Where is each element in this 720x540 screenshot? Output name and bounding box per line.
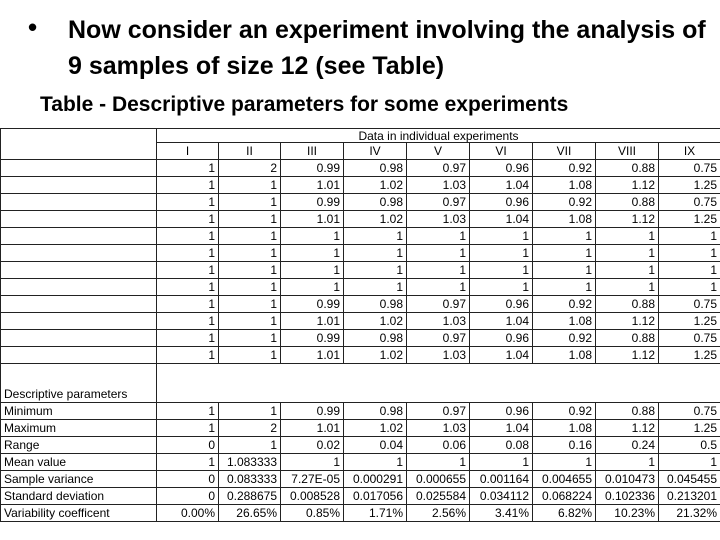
column-header: V xyxy=(407,143,470,160)
table-cell: 1.25 xyxy=(659,313,720,330)
row-label-empty xyxy=(1,347,157,364)
table-cell: 1.03 xyxy=(407,177,470,194)
table-cell: 1 xyxy=(219,296,281,313)
parameter-value: 2 xyxy=(219,420,281,437)
table-container xyxy=(0,128,720,540)
table-cell: 1 xyxy=(219,313,281,330)
parameter-value: 0.04 xyxy=(344,437,407,454)
row-label-empty xyxy=(1,330,157,347)
parameter-value: 1 xyxy=(219,437,281,454)
spacer-cell xyxy=(157,364,720,403)
column-header: IV xyxy=(344,143,407,160)
parameter-value: 0 xyxy=(157,437,219,454)
parameter-label: Minimum xyxy=(1,403,157,420)
parameter-label: Variability coefficent xyxy=(1,505,157,522)
parameter-value: 0.034112 xyxy=(470,488,533,505)
parameter-value: 0.08 xyxy=(470,437,533,454)
parameter-value: 0.000291 xyxy=(344,471,407,488)
column-header: VI xyxy=(470,143,533,160)
table-cell: 1 xyxy=(219,177,281,194)
column-header: VIII xyxy=(596,143,659,160)
bullet-text: Now consider an experiment involving the analysis of 9 samples of size 12 (see Table) xyxy=(68,16,706,80)
parameter-value: 1 xyxy=(157,403,219,420)
table-row xyxy=(1,262,720,279)
parameter-value: 0.99 xyxy=(281,403,344,420)
row-label-empty xyxy=(1,245,157,262)
table-cell: 1 xyxy=(157,313,219,330)
parameter-value: 2.56% xyxy=(407,505,470,522)
parameter-value: 0.5 xyxy=(659,437,720,454)
parameter-value: 0.288675 xyxy=(219,488,281,505)
parameter-value: 0.010473 xyxy=(596,471,659,488)
parameter-label: Maximum xyxy=(1,420,157,437)
table-row xyxy=(1,177,720,194)
table-cell: 1 xyxy=(596,279,659,296)
table-cell: 1 xyxy=(533,262,596,279)
table-cell: 0.98 xyxy=(344,296,407,313)
table-cell: 1.01 xyxy=(281,313,344,330)
corner-cell xyxy=(1,129,157,160)
table-row xyxy=(1,330,720,347)
table-cell: 1 xyxy=(219,330,281,347)
parameter-value: 1 xyxy=(659,454,720,471)
table-cell: 0.88 xyxy=(596,194,659,211)
parameter-value: 0.88 xyxy=(596,403,659,420)
parameter-value: 1 xyxy=(344,454,407,471)
parameter-value: 1.12 xyxy=(596,420,659,437)
table-row xyxy=(1,296,720,313)
table-cell: 1 xyxy=(659,262,720,279)
parameter-value: 0.000655 xyxy=(407,471,470,488)
parameter-value: 0.068224 xyxy=(533,488,596,505)
parameter-value: 1 xyxy=(281,454,344,471)
table-cell: 1 xyxy=(219,279,281,296)
descriptive-row xyxy=(1,437,720,454)
group-header-row xyxy=(1,129,720,143)
table-cell: 1 xyxy=(596,262,659,279)
table-cell: 1 xyxy=(407,245,470,262)
table-cell: 1.03 xyxy=(407,211,470,228)
table-cell: 0.98 xyxy=(344,194,407,211)
parameter-value: 0.008528 xyxy=(281,488,344,505)
table-cell: 0.98 xyxy=(344,160,407,177)
table-cell: 0.88 xyxy=(596,330,659,347)
column-header: III xyxy=(281,143,344,160)
parameter-value: 1.04 xyxy=(470,420,533,437)
bullet-icon: • xyxy=(28,12,38,42)
descriptive-row xyxy=(1,454,720,471)
table-cell: 0.92 xyxy=(533,194,596,211)
table-caption: Table - Descriptive parameters for some experiments xyxy=(40,93,569,116)
parameter-value: 0.92 xyxy=(533,403,596,420)
parameter-value: 1.71% xyxy=(344,505,407,522)
table-cell: 1.08 xyxy=(533,177,596,194)
table-cell: 2 xyxy=(219,160,281,177)
parameter-value: 0.083333 xyxy=(219,471,281,488)
table-row xyxy=(1,347,720,364)
table-cell: 1 xyxy=(344,279,407,296)
parameter-value: 1.08 xyxy=(533,420,596,437)
table-cell: 1 xyxy=(533,245,596,262)
row-label-empty xyxy=(1,194,157,211)
parameter-value: 0 xyxy=(157,471,219,488)
parameter-value: 0.025584 xyxy=(407,488,470,505)
parameter-value: 0.00% xyxy=(157,505,219,522)
table-cell: 1.03 xyxy=(407,313,470,330)
descriptive-row xyxy=(1,403,720,420)
column-header: IX xyxy=(659,143,720,160)
table-cell: 1 xyxy=(596,228,659,245)
parameter-value: 0.24 xyxy=(596,437,659,454)
descriptive-parameters-table xyxy=(0,128,720,522)
parameter-value: 0.017056 xyxy=(344,488,407,505)
parameter-label: Range xyxy=(1,437,157,454)
row-label-empty xyxy=(1,160,157,177)
table-cell: 0.97 xyxy=(407,330,470,347)
table-body xyxy=(1,129,720,522)
table-cell: 1.25 xyxy=(659,211,720,228)
table-row xyxy=(1,160,720,177)
descriptive-header-row xyxy=(1,364,720,403)
parameter-value: 26.65% xyxy=(219,505,281,522)
group-header: Data in individual experiments xyxy=(157,129,720,143)
table-cell: 1 xyxy=(659,245,720,262)
table-cell: 1 xyxy=(533,279,596,296)
row-label-empty xyxy=(1,262,157,279)
table-cell: 1.04 xyxy=(470,347,533,364)
parameter-value: 0.001164 xyxy=(470,471,533,488)
table-cell: 0.99 xyxy=(281,330,344,347)
table-cell: 1.08 xyxy=(533,313,596,330)
parameter-value: 0.045455 xyxy=(659,471,720,488)
table-cell: 0.96 xyxy=(470,160,533,177)
table-cell: 1 xyxy=(281,228,344,245)
descriptive-row xyxy=(1,471,720,488)
table-cell: 1.12 xyxy=(596,177,659,194)
table-cell: 1 xyxy=(596,245,659,262)
parameter-value: 1 xyxy=(219,403,281,420)
descriptive-row xyxy=(1,505,720,522)
table-cell: 1.08 xyxy=(533,347,596,364)
table-cell: 1 xyxy=(157,160,219,177)
table-cell: 1 xyxy=(157,296,219,313)
parameter-value: 1 xyxy=(407,454,470,471)
table-cell: 1 xyxy=(219,262,281,279)
table-cell: 0.97 xyxy=(407,194,470,211)
table-cell: 1 xyxy=(281,245,344,262)
table-cell: 1 xyxy=(219,228,281,245)
table-cell: 0.99 xyxy=(281,160,344,177)
table-cell: 1 xyxy=(407,262,470,279)
table-row xyxy=(1,245,720,262)
table-cell: 0.75 xyxy=(659,160,720,177)
table-cell: 1 xyxy=(157,211,219,228)
descriptive-parameters-heading: Descriptive parameters xyxy=(1,364,157,403)
table-cell: 1.02 xyxy=(344,347,407,364)
table-cell: 1 xyxy=(659,228,720,245)
table-cell: 0.96 xyxy=(470,296,533,313)
table-cell: 1.01 xyxy=(281,211,344,228)
row-label-empty xyxy=(1,177,157,194)
descriptive-row xyxy=(1,488,720,505)
parameter-value: 10.23% xyxy=(596,505,659,522)
table-row xyxy=(1,279,720,296)
table-row xyxy=(1,211,720,228)
column-header: I xyxy=(157,143,219,160)
table-cell: 0.75 xyxy=(659,296,720,313)
table-cell: 1.01 xyxy=(281,347,344,364)
row-label-empty xyxy=(1,211,157,228)
table-cell: 1 xyxy=(344,228,407,245)
parameter-label: Sample variance xyxy=(1,471,157,488)
table-cell: 0.75 xyxy=(659,194,720,211)
table-cell: 1.03 xyxy=(407,347,470,364)
table-cell: 0.88 xyxy=(596,160,659,177)
table-cell: 1 xyxy=(659,279,720,296)
row-label-empty xyxy=(1,279,157,296)
table-cell: 1 xyxy=(533,228,596,245)
table-cell: 1 xyxy=(344,262,407,279)
parameter-value: 1.03 xyxy=(407,420,470,437)
table-cell: 0.88 xyxy=(596,296,659,313)
table-cell: 1 xyxy=(470,279,533,296)
table-cell: 1.12 xyxy=(596,313,659,330)
parameter-value: 0.16 xyxy=(533,437,596,454)
table-cell: 1 xyxy=(157,262,219,279)
parameter-value: 1 xyxy=(596,454,659,471)
table-cell: 1 xyxy=(344,245,407,262)
table-cell: 1 xyxy=(157,279,219,296)
parameter-value: 1.01 xyxy=(281,420,344,437)
parameter-value: 0.06 xyxy=(407,437,470,454)
table-cell: 0.99 xyxy=(281,194,344,211)
table-cell: 1.25 xyxy=(659,177,720,194)
table-cell: 1.02 xyxy=(344,313,407,330)
table-cell: 1.02 xyxy=(344,177,407,194)
table-cell: 1 xyxy=(470,245,533,262)
table-cell: 1 xyxy=(219,194,281,211)
table-cell: 1 xyxy=(281,262,344,279)
table-cell: 0.96 xyxy=(470,194,533,211)
parameter-value: 0 xyxy=(157,488,219,505)
row-label-empty xyxy=(1,296,157,313)
descriptive-row xyxy=(1,420,720,437)
table-row xyxy=(1,228,720,245)
table-row xyxy=(1,313,720,330)
table-cell: 1.08 xyxy=(533,211,596,228)
table-cell: 1 xyxy=(157,177,219,194)
table-cell: 1 xyxy=(470,262,533,279)
table-cell: 1 xyxy=(157,330,219,347)
table-cell: 1 xyxy=(407,279,470,296)
row-label-empty xyxy=(1,228,157,245)
table-cell: 1 xyxy=(219,245,281,262)
parameter-value: 0.98 xyxy=(344,403,407,420)
parameter-value: 0.102336 xyxy=(596,488,659,505)
table-cell: 1.25 xyxy=(659,347,720,364)
table-cell: 1 xyxy=(407,228,470,245)
table-row xyxy=(1,194,720,211)
parameter-value: 0.96 xyxy=(470,403,533,420)
table-cell: 0.92 xyxy=(533,330,596,347)
parameter-value: 0.85% xyxy=(281,505,344,522)
table-cell: 1.04 xyxy=(470,211,533,228)
table-cell: 1.01 xyxy=(281,177,344,194)
parameter-value: 21.32% xyxy=(659,505,720,522)
table-cell: 1 xyxy=(281,279,344,296)
parameter-value: 7.27E-05 xyxy=(281,471,344,488)
parameter-label: Mean value xyxy=(1,454,157,471)
table-cell: 1.12 xyxy=(596,347,659,364)
table-cell: 0.75 xyxy=(659,330,720,347)
table-cell: 1.04 xyxy=(470,177,533,194)
parameter-value: 0.004655 xyxy=(533,471,596,488)
parameter-value: 1.083333 xyxy=(219,454,281,471)
table-cell: 0.97 xyxy=(407,160,470,177)
parameter-value: 0.75 xyxy=(659,403,720,420)
table-cell: 0.97 xyxy=(407,296,470,313)
parameter-value: 1.25 xyxy=(659,420,720,437)
column-header: II xyxy=(219,143,281,160)
row-label-empty xyxy=(1,313,157,330)
table-cell: 0.98 xyxy=(344,330,407,347)
table-cell: 1 xyxy=(157,194,219,211)
parameter-value: 0.97 xyxy=(407,403,470,420)
parameter-label: Standard deviation xyxy=(1,488,157,505)
table-cell: 1 xyxy=(219,211,281,228)
table-cell: 0.96 xyxy=(470,330,533,347)
column-header: VII xyxy=(533,143,596,160)
parameter-value: 1 xyxy=(470,454,533,471)
parameter-value: 1.02 xyxy=(344,420,407,437)
parameter-value: 6.82% xyxy=(533,505,596,522)
table-cell: 1.02 xyxy=(344,211,407,228)
table-cell: 1.04 xyxy=(470,313,533,330)
table-cell: 0.92 xyxy=(533,160,596,177)
table-cell: 0.92 xyxy=(533,296,596,313)
parameter-value: 1 xyxy=(533,454,596,471)
parameter-value: 0.213201 xyxy=(659,488,720,505)
table-cell: 1 xyxy=(157,228,219,245)
parameter-value: 1 xyxy=(157,420,219,437)
table-cell: 1 xyxy=(157,347,219,364)
parameter-value: 3.41% xyxy=(470,505,533,522)
table-cell: 1 xyxy=(470,228,533,245)
table-cell: 1.12 xyxy=(596,211,659,228)
parameter-value: 0.02 xyxy=(281,437,344,454)
table-cell: 1 xyxy=(157,245,219,262)
table-cell: 0.99 xyxy=(281,296,344,313)
table-cell: 1 xyxy=(219,347,281,364)
parameter-value: 1 xyxy=(157,454,219,471)
